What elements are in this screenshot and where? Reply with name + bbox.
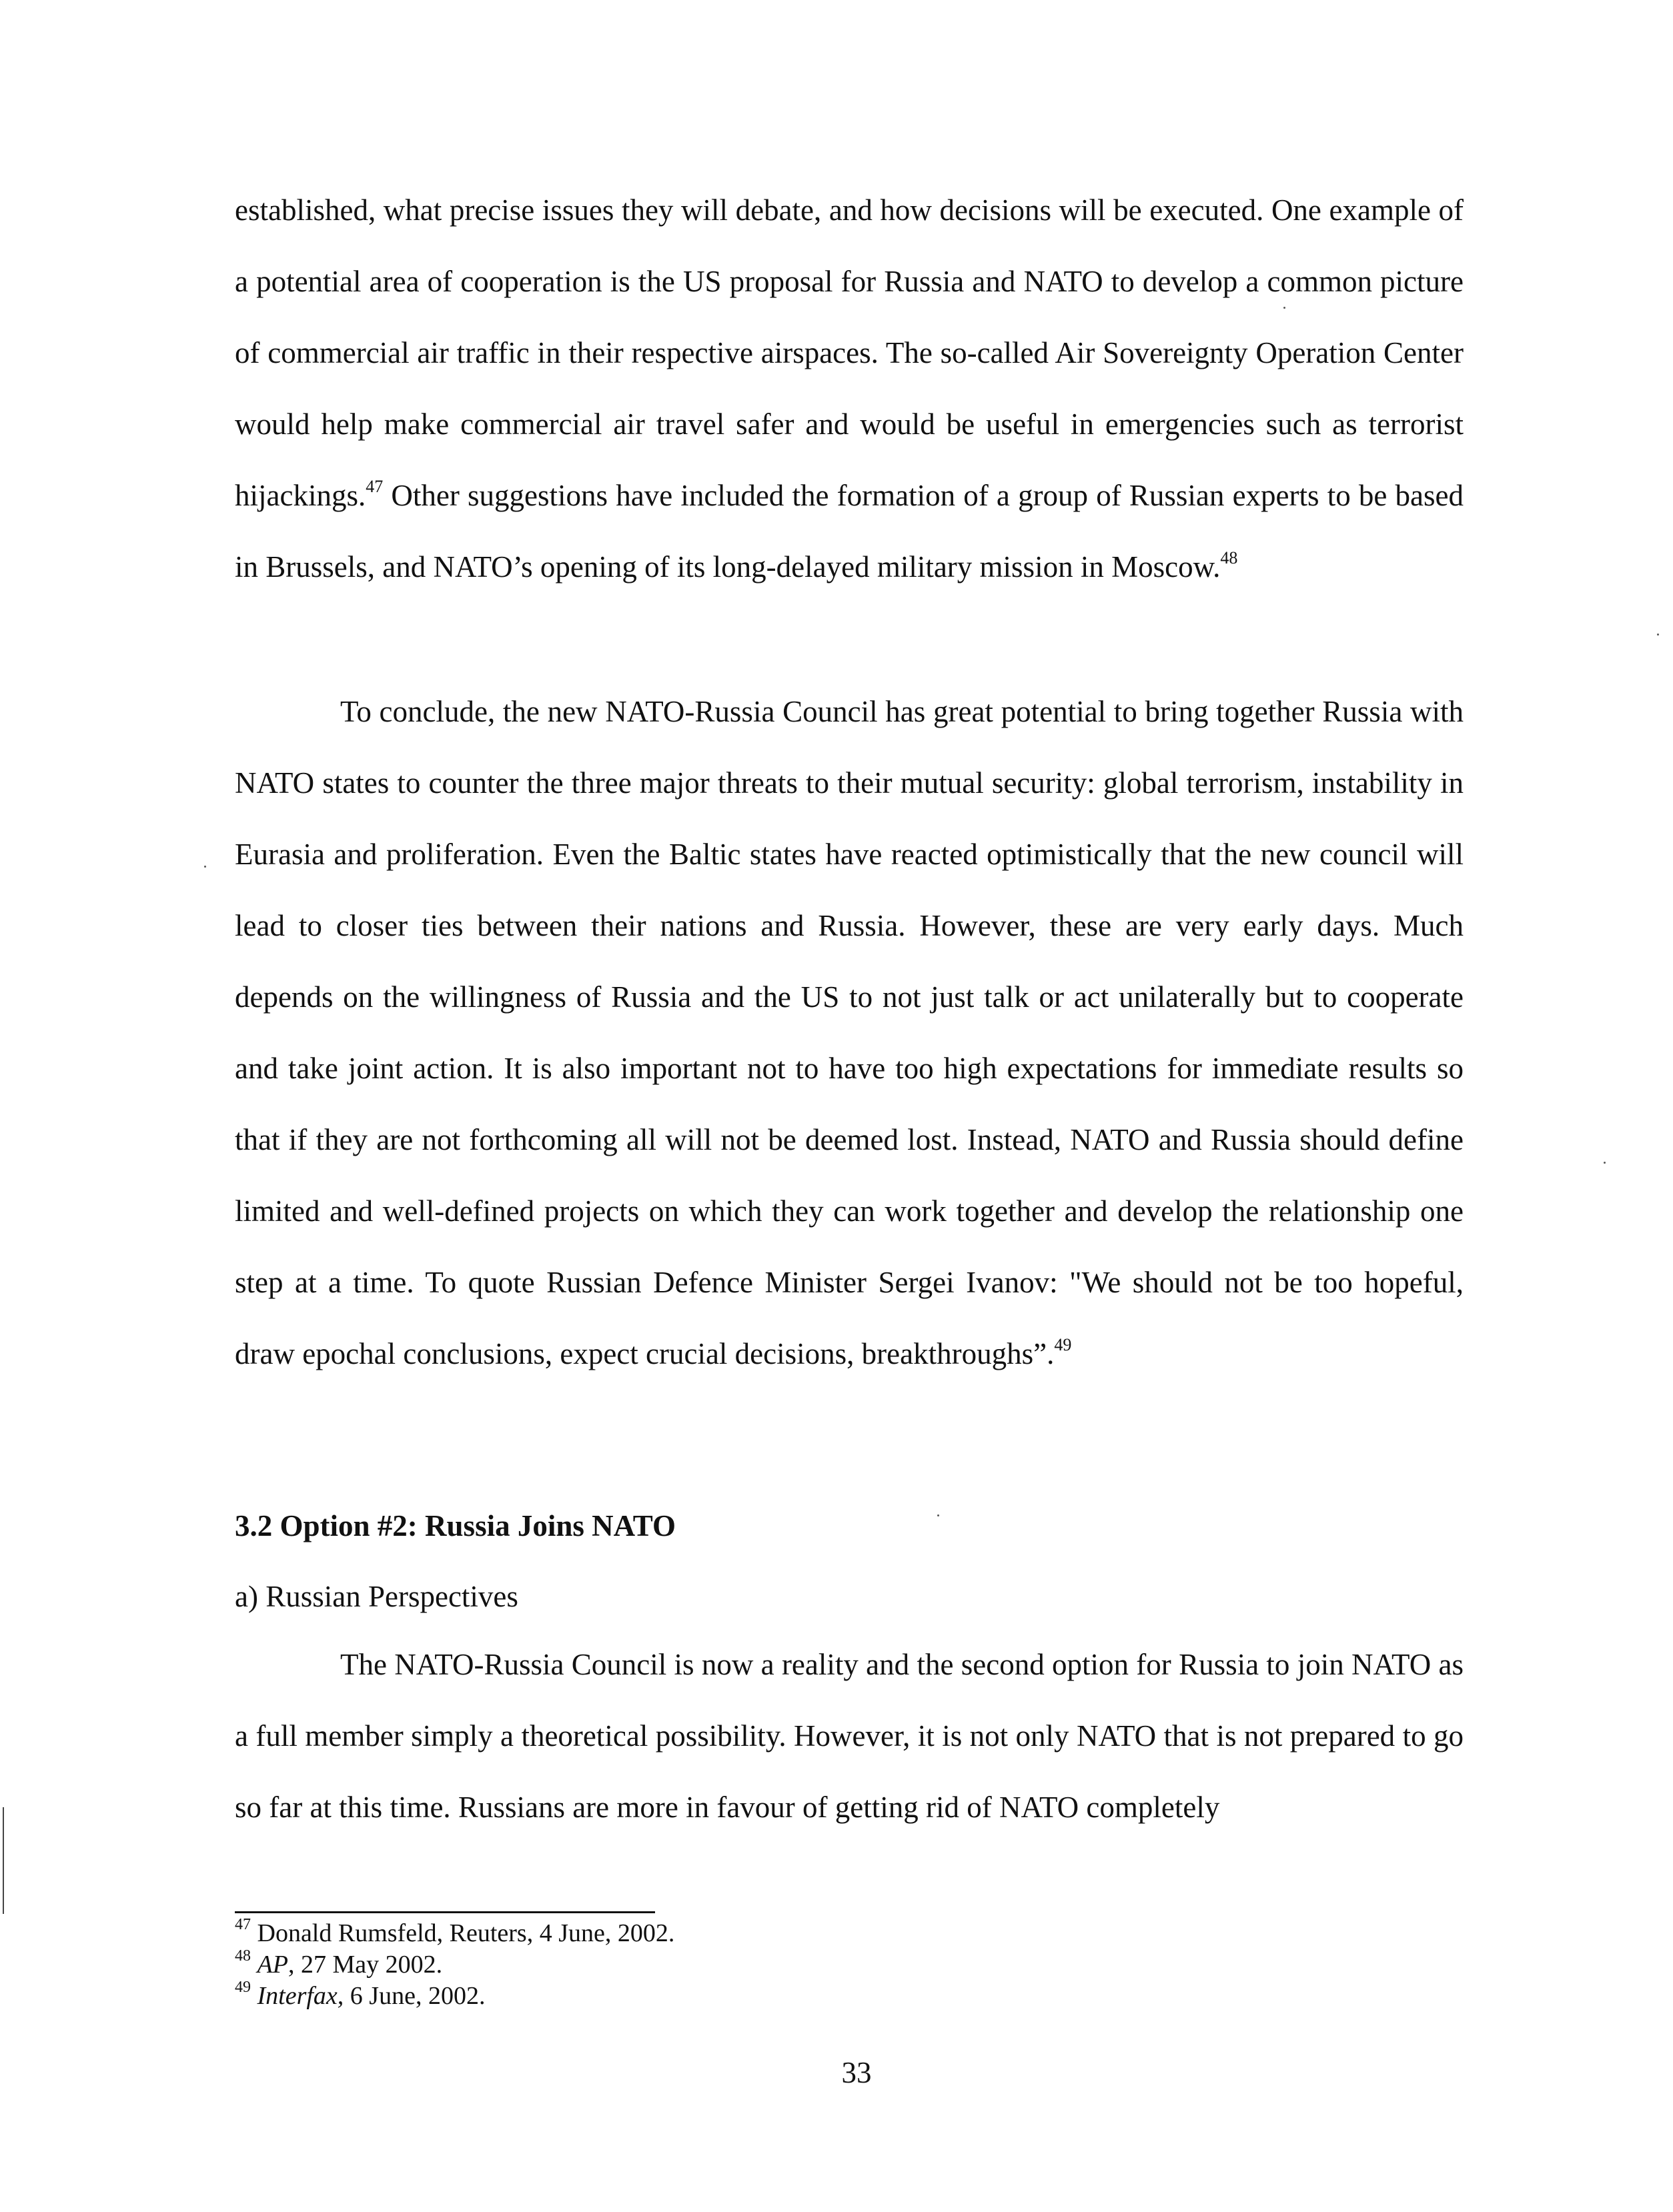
body-paragraph	[235, 1629, 1464, 1843]
footnote-number: 49	[235, 1979, 251, 1997]
footnote-number: 48	[235, 1947, 251, 1965]
footnote-source: AP	[257, 1951, 288, 1979]
footnote	[235, 1918, 674, 1949]
paragraph-text: established, what precise issues they will debate, and how decisions will be executed. One example of a potential area of cooperation is the US proposal for Russia and NATO to develop a common picture of commercial air traffic in their respective airspaces. The so-called Air Sovereignty Operation Center would help make commercial air travel safer and would be useful in emergencies such as terrorist hijackings.	[235, 193, 1464, 512]
paragraph-text: Other suggestions have included the formation of a group of Russian experts to be based in Brussels, and NATO’s opening of its long-delayed military mission in Moscow.	[235, 479, 1464, 584]
footnote	[235, 1949, 674, 1981]
body-paragraph	[235, 175, 1464, 603]
footnote-separator	[235, 1911, 655, 1913]
paragraph-text: The NATO-Russia Council is now a reality and the second option for Russia to join NATO as a full member simply a theoretical possibility. However, it is not only NATO that is not prepared to go so far at this time. Russians are more in favour of getting rid of NATO completely	[235, 1648, 1464, 1824]
subsection-heading: a) Russian Perspectives	[235, 1580, 518, 1613]
scan-edge-mark	[3, 1807, 4, 1914]
section-heading: 3.2 Option #2: Russia Joins NATO	[235, 1509, 676, 1542]
scan-speck	[1657, 634, 1659, 636]
scan-speck	[1604, 1162, 1606, 1164]
scan-speck	[1283, 307, 1285, 309]
footnote-text: , 27 May 2002.	[288, 1951, 443, 1979]
footnote-reference: 49	[1054, 1335, 1072, 1354]
footnote-number: 47	[235, 1916, 251, 1934]
footnote-source: Interfax,	[257, 1982, 344, 2010]
footnote-reference: 48	[1220, 548, 1238, 568]
paragraph-text: To conclude, the new NATO-Russia Council has great potential to bring together Russia with NATO states to counter the three major threats to their mutual security: global terrorism, instability in Eurasia and proliferation. Even the Baltic states have reacted optimistically that the new council will lead to closer ties between their nations and Russia. However, these are very early days. Much depends on the willingness of Russia and the US to not just talk or act unilaterally but to cooperate and take joint action. It is also important not to have too high expectations for immediate results so that if they are not forthcoming all will not be deemed lost. Instead, NATO and Russia should define limited and well-defined projects on which they can work together and develop the relationship one step at a time. To quote Russian Defence Minister Sergei Ivanov: "We should not be too hopeful, draw epochal conclusions, expect crucial decisions, breakthroughs”.	[235, 695, 1464, 1370]
page-number: 33	[841, 2056, 872, 2089]
footnotes	[235, 1918, 674, 2012]
footnote-reference: 47	[366, 477, 384, 496]
footnote	[235, 1981, 674, 2012]
footnote-text: 6 June, 2002.	[344, 1982, 486, 2010]
body-paragraph	[235, 676, 1464, 1390]
footnote-text: Donald Rumsfeld, Reuters, 4 June, 2002.	[257, 1919, 675, 1947]
scan-speck	[204, 866, 206, 868]
scan-speck	[937, 1514, 939, 1516]
